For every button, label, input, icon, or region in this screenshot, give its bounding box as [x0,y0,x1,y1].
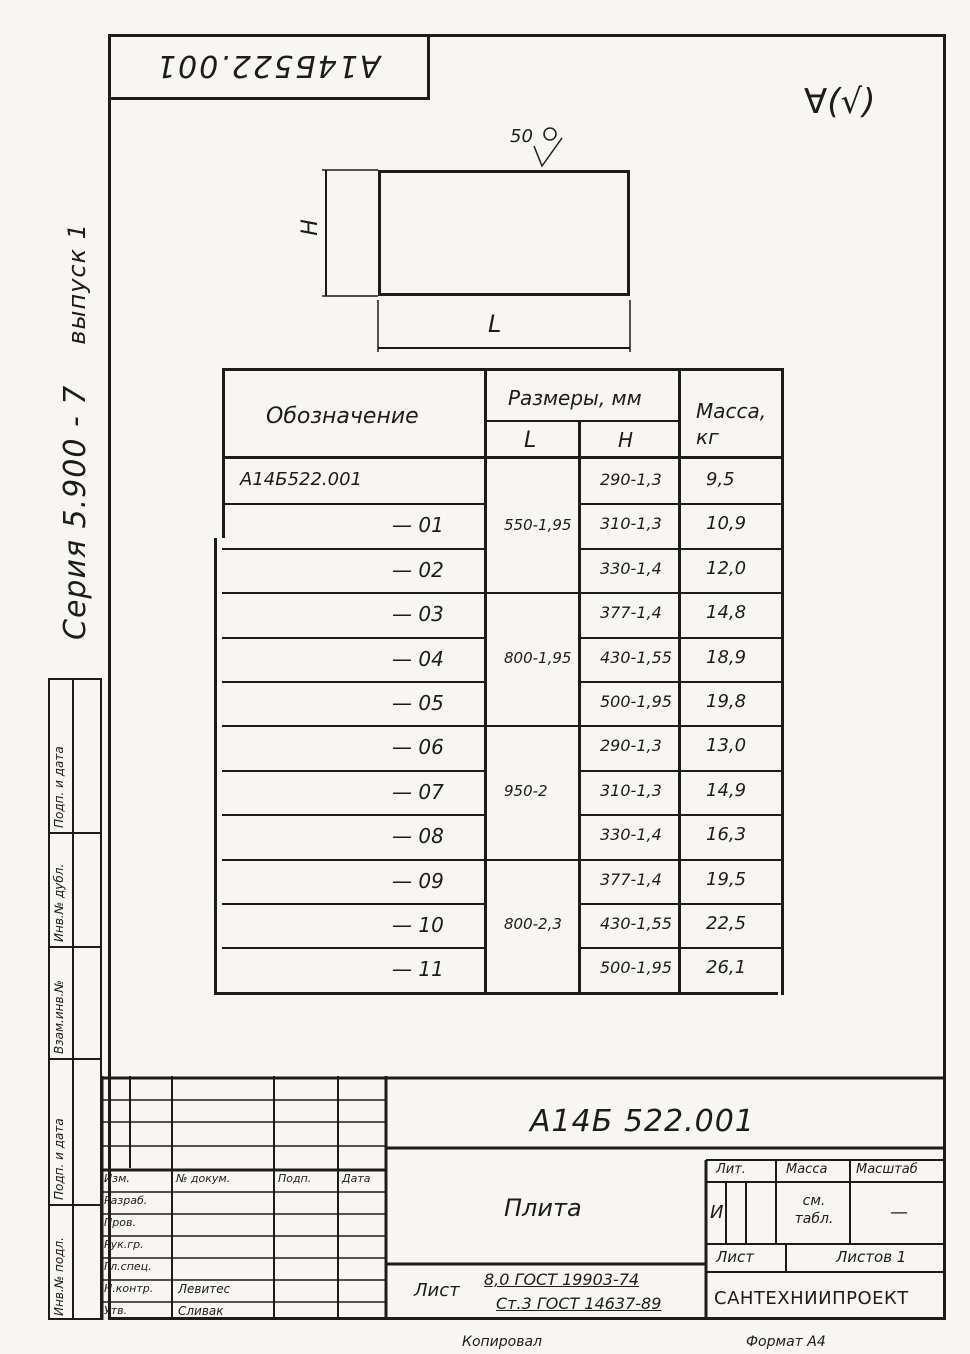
mass-cell: 16,3 [706,824,747,846]
scale-header: Масштаб [856,1162,918,1177]
row-line [222,592,486,594]
row-line [222,503,486,505]
row-line [578,814,784,816]
row-line [222,903,486,905]
h-cell: 500-1,95 [600,692,672,711]
copied-label: Копировал [462,1334,542,1350]
row-line [578,637,784,639]
designation-cell: — 11 [392,957,444,982]
h-cell: 430-1,55 [600,914,672,933]
h-cell: 310-1,3 [600,514,662,534]
row-line [578,592,784,594]
mass-cell: 14,8 [706,602,747,624]
h-cell: 330-1,4 [600,825,662,845]
series-label: Серия 5.900 - 7выпуск 1 [58,223,93,640]
strip-label-2: Инв.№ дубл. [52,863,66,942]
strip-label-4: Подп. и дата [52,1118,66,1200]
row-line [222,814,486,816]
l-group-cell: 550-1,95 [504,515,572,534]
designation-cell: — 10 [392,913,444,937]
mass-cell: 26,1 [706,957,747,979]
h-cell: 377-1,4 [600,869,662,889]
role-glspec: Гл.спец. [104,1260,152,1273]
mass-value: см. табл. [794,1193,834,1227]
header-designation: Обозначение [266,404,419,429]
series-issue: выпуск 1 [63,223,91,345]
mass-cell: 9,5 [706,469,735,490]
row-line [578,725,784,727]
h-cell: 430-1,55 [600,647,672,667]
dimension-length-label: L [488,310,502,338]
header-l: L [524,428,537,453]
designation-cell: — 04 [392,646,444,671]
row-line [222,770,486,772]
dimension-height-label: H [297,219,323,236]
designation-cell: — 09 [392,868,444,893]
strip-label-5: Инв.№ подл. [52,1237,66,1316]
l-group-cell: 950-2 [504,782,548,800]
row-line [578,859,784,861]
designation-cell: — 01 [392,513,444,538]
title-name: Плита [504,1194,582,1222]
h-cell: 310-1,3 [600,780,662,800]
sheet-label: Лист [716,1248,755,1266]
row-line [222,548,486,550]
mass-header: Масса [786,1162,828,1177]
l-group-cell: 800-2,3 [504,915,562,934]
header-sizes: Размеры, мм [508,386,642,410]
mass-cell: 13,0 [706,735,747,757]
row-line [222,637,486,639]
left-strip [48,678,102,1320]
row-line [578,770,784,772]
role-utv: Утв. [104,1304,128,1317]
mass-cell: 18,9 [706,646,747,668]
role-izm: Изм. [104,1172,130,1185]
mass-cell: 10,9 [706,513,747,535]
h-cell: 330-1,4 [600,558,662,578]
sign-header-doc: № докум. [176,1172,231,1185]
designation-cell: — 07 [392,779,444,804]
spec-table [214,368,784,996]
designation-cell: — 02 [392,557,444,582]
title-block [100,1076,946,1320]
row-line [222,947,486,949]
sign-header-date: Дата [342,1172,371,1185]
h-cell: 500-1,95 [600,958,672,978]
plate-outline [378,170,630,296]
role-nkontr: Н.контр. [104,1282,154,1295]
group-line [484,859,580,861]
group-line [484,725,580,727]
designation-cell: А14Б522.001 [240,469,363,490]
designation-cell: — 06 [392,735,444,760]
role-razrab: Разраб. [104,1194,148,1207]
corner-stamp-text: А14Б522.001 [154,48,381,83]
format-label: Формат А4 [746,1334,826,1350]
scale-value: — [890,1202,908,1223]
title-designation: А14Б 522.001 [530,1104,755,1139]
h-cell: 377-1,4 [600,603,662,623]
row-line [578,503,784,505]
role-rukgr: Рук.гр. [104,1238,144,1251]
name-utv: Сливак [178,1304,224,1318]
sheets-label: Листов 1 [836,1248,907,1266]
group-line [484,592,580,594]
row-line [578,548,784,550]
lit-value: И [710,1202,724,1223]
mass-cell: 14,9 [706,779,747,801]
row-line [578,903,784,905]
roughness-mark: ∀(√) [804,82,876,122]
row-line [578,681,784,683]
header-h: H [618,428,634,452]
material-line-1: 8,0 ГОСТ 19903-74 [484,1270,640,1289]
sign-header-sign: Подп. [278,1172,312,1185]
mass-cell: 12,0 [706,557,747,579]
row-line [222,859,486,861]
lit-header: Лит. [716,1162,746,1177]
designation-cell: — 05 [392,691,444,715]
mass-cell: 19,8 [706,691,747,712]
name-nkontr: Левитес [178,1282,231,1296]
role-prov: Пров. [104,1216,136,1229]
row-line [222,725,486,727]
mass-cell: 22,5 [706,913,747,934]
h-cell: 290-1,3 [600,736,662,756]
strip-label-1: Подп. и дата [52,746,66,828]
material-label: Лист [414,1280,460,1301]
roughness-value: 50 [510,126,533,147]
h-cell: 290-1,3 [600,470,662,489]
designation-cell: — 08 [392,824,444,849]
l-group-cell: 800-1,95 [504,648,572,667]
designation-cell: — 03 [392,602,444,627]
material-line-2: Ст.3 ГОСТ 14637-89 [496,1294,662,1313]
row-line [578,947,784,949]
header-mass: Масса, кг [696,399,767,449]
organization: САНТЕХНИИПРОЕКТ [714,1288,909,1309]
strip-label-3: Взам.инв.№ [52,980,66,1054]
row-line [222,681,486,683]
mass-cell: 19,5 [706,868,747,890]
